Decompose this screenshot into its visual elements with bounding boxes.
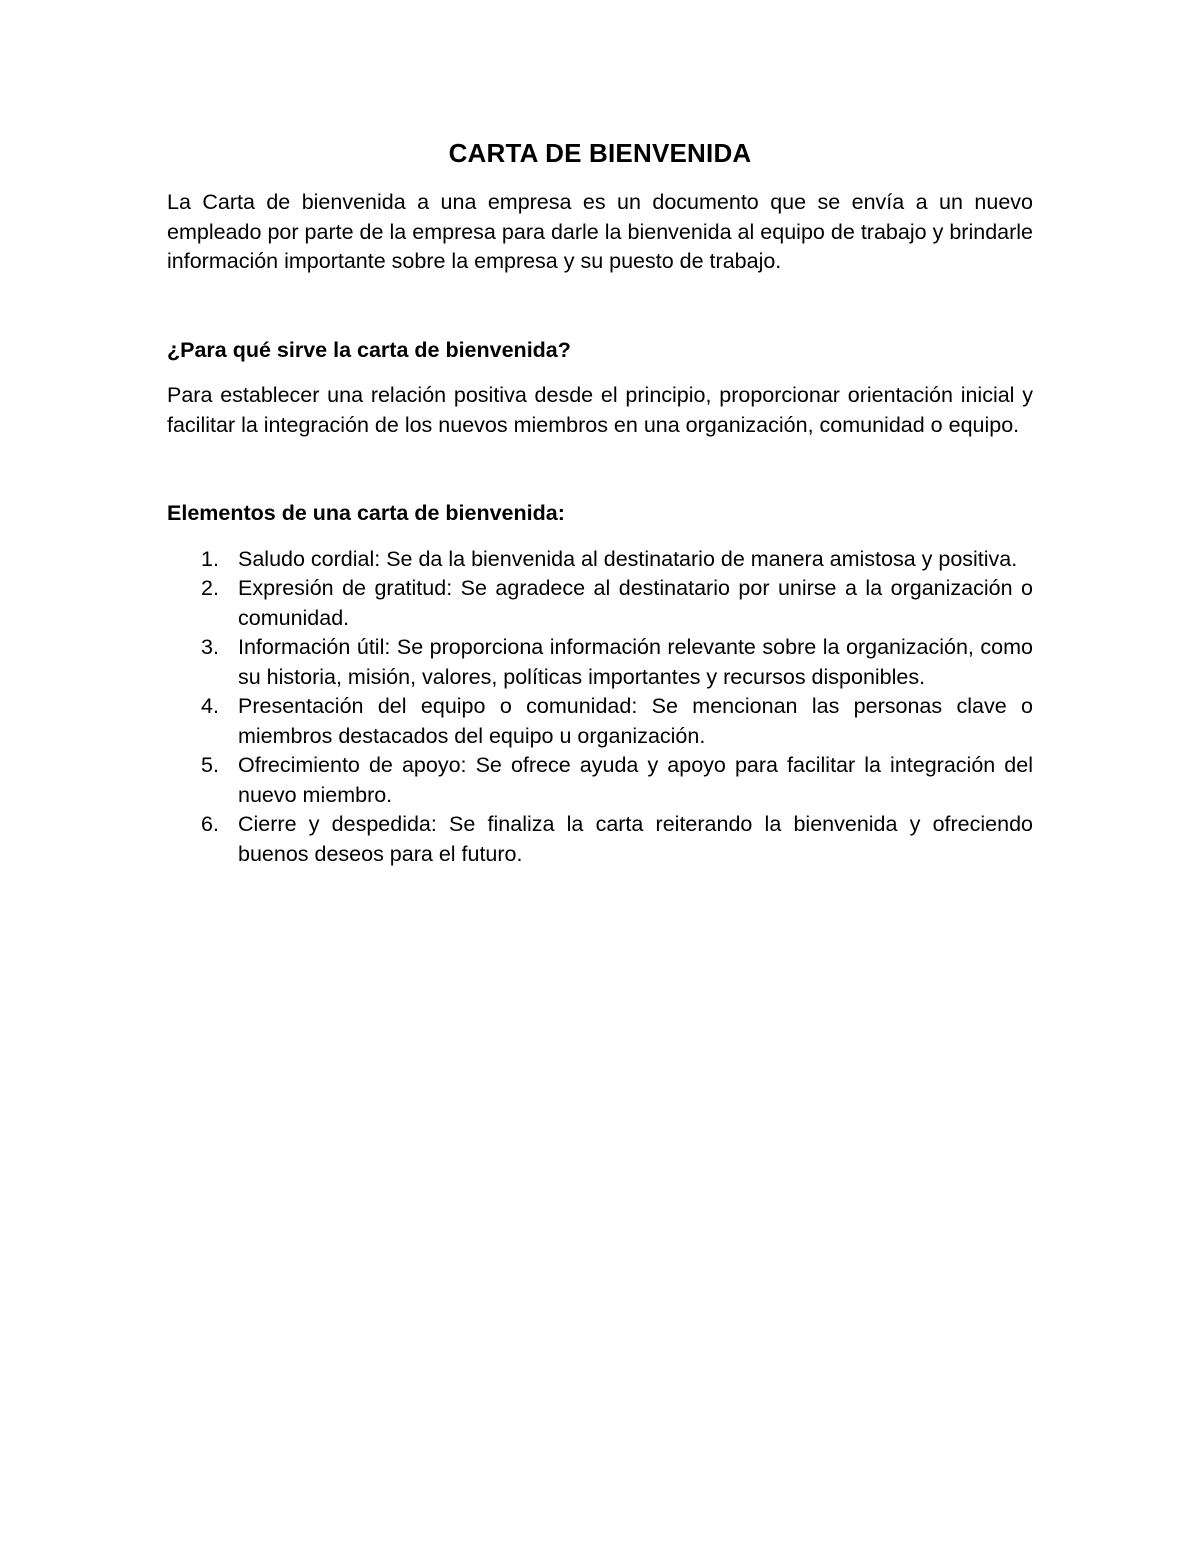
list-item-number: 3. (201, 635, 219, 659)
list-item-number: 4. (201, 694, 219, 718)
list-item-text: Información útil: Se proporciona información relevante sobre la organización, como su historia, misión, valores, políticas importantes y recursos disponibles. (238, 635, 1033, 689)
list-item-number: 5. (201, 753, 219, 777)
section-heading-elements: Elementos de una carta de bienvenida: (167, 501, 565, 525)
list-item-text: Presentación del equipo o comunidad: Se mencionan las personas clave o miembros destacados del equipo u organización. (238, 694, 1033, 748)
intro-paragraph: La Carta de bienvenida a una empresa es un documento que se envía a un nuevo empleado por parte de la empresa para darle la bienvenida al equipo de trabajo y brindarle información importante sobre la empresa y su puesto de trabajo. (167, 190, 1033, 273)
list-item-number: 6. (201, 812, 219, 836)
list-item (167, 810, 1033, 869)
list-item-number: 2. (201, 576, 219, 600)
list-item (167, 751, 1033, 810)
list-item-text: Cierre y despedida: Se finaliza la carta reiterando la bienvenida y ofreciendo buenos deseos para el futuro. (238, 812, 1033, 866)
elements-list (167, 545, 1033, 870)
purpose-paragraph: Para establecer una relación positiva desde el principio, proporcionar orientación inicial y facilitar la integración de los nuevos miembros en una organización, comunidad o equipo. (167, 383, 1033, 437)
list-item (167, 545, 1033, 575)
document-title: CARTA DE BIENVENIDA (448, 138, 752, 168)
list-item-text: Saludo cordial: Se da la bienvenida al destinatario de manera amistosa y positiva. (238, 546, 1018, 571)
section-heading-purpose: ¿Para qué sirve la carta de bienvenida? (167, 337, 571, 362)
document-content (167, 136, 1033, 869)
list-item (167, 692, 1033, 751)
list-item (167, 574, 1033, 633)
list-item (167, 633, 1033, 692)
list-item-text: Expresión de gratitud: Se agradece al destinatario por unirse a la organización o comunidad. (238, 576, 1033, 630)
list-item-number: 1. (201, 546, 219, 571)
list-item-text: Ofrecimiento de apoyo: Se ofrece ayuda y apoyo para facilitar la integración del nuevo miembro. (238, 753, 1033, 807)
